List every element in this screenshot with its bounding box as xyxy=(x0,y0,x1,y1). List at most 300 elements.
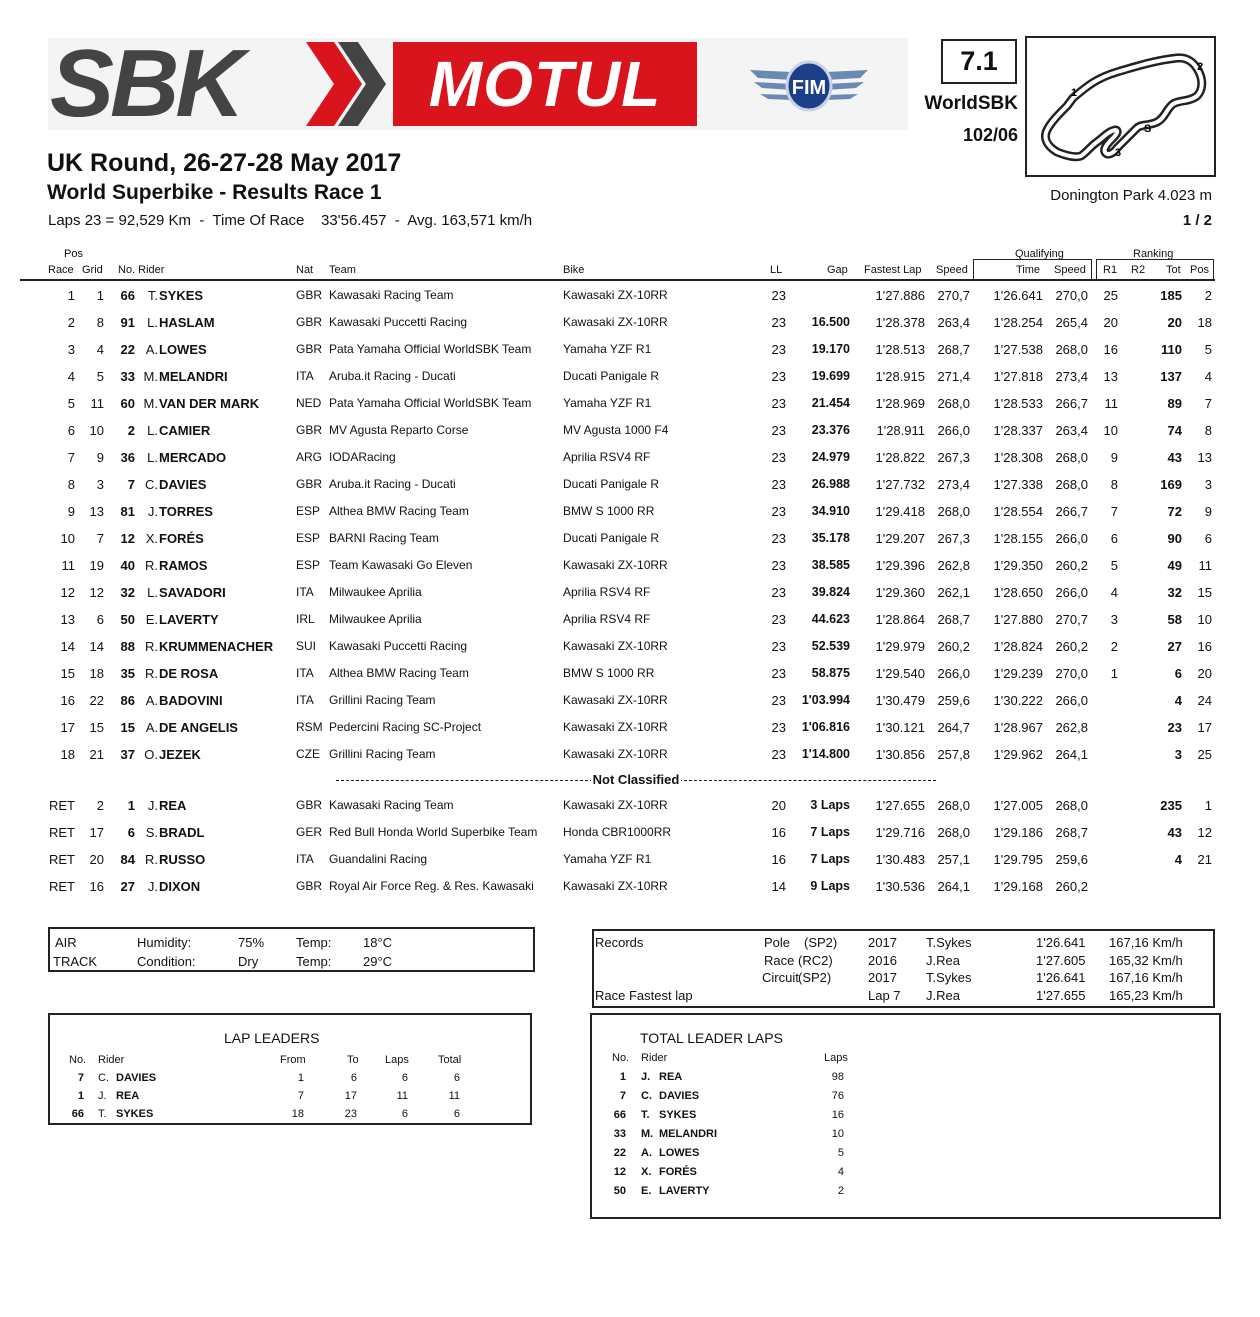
qualifying-time: 1'30.222 xyxy=(993,693,1043,708)
grid-position: 12 xyxy=(89,585,104,600)
grid-position: 20 xyxy=(89,852,104,867)
ranking-position: 10 xyxy=(1197,612,1212,627)
fastest-lap: 1'30.479 xyxy=(875,693,925,708)
qualifying-speed: 270,7 xyxy=(1055,612,1088,627)
track-temp-value: 29°C xyxy=(363,954,393,969)
ranking-total: 23 xyxy=(1167,720,1182,735)
col-team: Team xyxy=(329,264,356,276)
laps-completed: 23 xyxy=(771,639,786,654)
fastest-lap: 1'27.655 xyxy=(875,798,925,813)
team-name: Guandalini Racing xyxy=(329,852,428,866)
qualifying-time: 1'28.533 xyxy=(993,396,1043,411)
qualifying-speed: 266,7 xyxy=(1055,504,1088,519)
grid-position: 5 xyxy=(96,369,104,384)
record-type: Race xyxy=(764,952,795,968)
top-speed: 270,7 xyxy=(937,288,970,303)
bike-model: Yamaha YZF R1 xyxy=(563,342,652,356)
rider-nationality: ESP xyxy=(296,504,321,518)
ranking-r1-points: 9 xyxy=(1110,450,1118,465)
bike-model: Honda CBR1000RR xyxy=(563,825,672,839)
rider-nationality: SUI xyxy=(296,639,317,653)
ranking-position: 21 xyxy=(1197,852,1212,867)
team-name: IODARacing xyxy=(329,450,396,464)
table-row xyxy=(0,873,1260,900)
col-speed: Speed xyxy=(936,264,968,276)
bike-model: Ducati Panigale R xyxy=(563,369,660,383)
rider-nationality: GBR xyxy=(296,315,323,329)
weather-box xyxy=(48,927,535,972)
fastest-lap: 1'29.979 xyxy=(875,639,925,654)
qualifying-time: 1'28.155 xyxy=(993,531,1043,546)
leader-initial: C. xyxy=(98,1072,109,1084)
ranking-position: 24 xyxy=(1197,693,1212,708)
fastest-lap: 1'28.969 xyxy=(875,396,925,411)
total-leader-initial: M. xyxy=(641,1128,654,1140)
rider-number: 7 xyxy=(127,477,135,492)
grid-position: 17 xyxy=(89,825,104,840)
rider-number: 6 xyxy=(127,825,135,840)
record-type: Pole xyxy=(764,935,791,950)
race-position: 14 xyxy=(60,639,75,654)
race-position: 2 xyxy=(67,315,75,330)
rider-nationality: GBR xyxy=(296,879,323,893)
fastest-lap-rider: J.Rea xyxy=(926,988,960,1003)
top-speed: 267,3 xyxy=(937,531,970,546)
leader-from: 1 xyxy=(297,1072,304,1084)
ll-col-laps: Laps xyxy=(385,1054,409,1066)
total-leader-laps: 2 xyxy=(837,1185,844,1197)
rider-number: 88 xyxy=(120,639,135,654)
rider-surname: KRUMMENACHER xyxy=(159,639,274,654)
bike-model: Kawasaki ZX-10RR xyxy=(563,720,668,734)
rider-initial: X. xyxy=(145,531,158,546)
ranking-position: 8 xyxy=(1204,423,1212,438)
ranking-position: 20 xyxy=(1197,666,1212,681)
team-name: Kawasaki Puccetti Racing xyxy=(329,315,468,329)
gap-to-leader: 26.988 xyxy=(811,477,850,491)
laps-completed: 23 xyxy=(771,450,786,465)
record-time: 1'26.641 xyxy=(1036,970,1086,985)
race-position: 1 xyxy=(67,288,75,303)
race-summary: Laps 23 = 92,529 Km - Time Of Race 33'56.457 - Avg. 163,571 km/h xyxy=(48,212,533,229)
series-label: WorldSBK xyxy=(924,93,1018,114)
team-name: Pata Yamaha Official WorldSBK Team xyxy=(329,396,532,410)
ranking-total: 58 xyxy=(1167,612,1182,627)
laps-completed: 20 xyxy=(771,798,786,813)
qualifying-time: 1'27.538 xyxy=(993,342,1043,357)
ranking-r1-points: 2 xyxy=(1110,639,1118,654)
rider-initial: R. xyxy=(145,666,158,681)
motul-logo-text: MOTUL xyxy=(428,48,662,120)
track-label: TRACK xyxy=(53,954,98,969)
laps-completed: 23 xyxy=(771,423,786,438)
fastest-lap: 1'28.915 xyxy=(875,369,925,384)
fim-logo-icon xyxy=(748,52,870,118)
table-row xyxy=(0,282,1260,309)
laps-completed: 23 xyxy=(771,747,786,762)
records-box xyxy=(592,929,1215,1008)
table-row xyxy=(0,579,1260,606)
ranking-total: 169 xyxy=(1160,477,1182,492)
top-speed: 260,2 xyxy=(937,639,970,654)
rider-number: 60 xyxy=(120,396,135,411)
ranking-total: 43 xyxy=(1167,450,1182,465)
laps-completed: 23 xyxy=(771,585,786,600)
ranking-total: 235 xyxy=(1160,798,1182,813)
fastest-lap: 1'29.396 xyxy=(875,558,925,573)
ranking-total: 3 xyxy=(1174,747,1182,762)
leader-from: 18 xyxy=(291,1108,304,1120)
gap-to-leader: 24.979 xyxy=(811,450,850,464)
gap-to-leader: 3 Laps xyxy=(810,798,850,812)
rider-number: 2 xyxy=(127,423,135,438)
gap-to-leader: 44.623 xyxy=(811,612,850,626)
qualifying-time: 1'27.005 xyxy=(993,798,1043,813)
rider-surname: HASLAM xyxy=(159,315,215,330)
qualifying-time: 1'29.962 xyxy=(993,747,1043,762)
rider-nationality: NED xyxy=(296,396,322,410)
gap-to-leader: 38.585 xyxy=(811,558,850,572)
total-leader-laps: 4 xyxy=(837,1166,844,1178)
col-no-rider: No. Rider xyxy=(118,264,165,276)
race-position: 9 xyxy=(67,504,75,519)
turn-label: 2 xyxy=(1197,61,1204,73)
laps-completed: 16 xyxy=(771,852,786,867)
total-leader-number: 1 xyxy=(619,1071,626,1083)
rider-nationality: IRL xyxy=(296,612,315,626)
laps-completed: 23 xyxy=(771,477,786,492)
top-speed: 266,0 xyxy=(937,666,970,681)
ll-col-total: Total xyxy=(438,1054,462,1066)
col-bike: Bike xyxy=(563,264,585,276)
grid-position: 22 xyxy=(89,693,104,708)
table-row xyxy=(0,471,1260,498)
qualifying-time: 1'27.880 xyxy=(993,612,1043,627)
qualifying-speed: 268,0 xyxy=(1055,342,1088,357)
fastest-lap: 1'28.378 xyxy=(875,315,925,330)
fastest-lap: 1'29.207 xyxy=(875,531,925,546)
rider-number: 66 xyxy=(120,288,135,303)
team-name: Aruba.it Racing - Ducati xyxy=(329,477,456,491)
rider-number: 81 xyxy=(120,504,135,519)
qualifying-time: 1'29.350 xyxy=(993,558,1043,573)
top-speed: 268,0 xyxy=(937,504,970,519)
qualifying-time: 1'26.641 xyxy=(993,288,1043,303)
leader-to: 17 xyxy=(344,1090,357,1102)
rider-nationality: ITA xyxy=(296,693,314,707)
qualifying-time: 1'27.338 xyxy=(993,477,1043,492)
rider-surname: FORÉS xyxy=(159,531,204,546)
ll-col-rider: Rider xyxy=(98,1054,125,1066)
team-name: BARNI Racing Team xyxy=(329,531,439,545)
not-classified-label: Not Classified xyxy=(592,772,680,787)
ranking-position: 1 xyxy=(1204,798,1212,813)
ranking-position: 17 xyxy=(1197,720,1212,735)
qualifying-speed: 270,0 xyxy=(1055,288,1088,303)
bike-model: BMW S 1000 RR xyxy=(563,504,655,518)
rider-number: 40 xyxy=(120,558,135,573)
rider-surname: VAN DER MARK xyxy=(159,396,260,411)
race-position: 12 xyxy=(60,585,75,600)
fastest-lap: 1'29.540 xyxy=(875,666,925,681)
race-position: 18 xyxy=(60,747,75,762)
record-rider: T.Sykes xyxy=(926,970,972,985)
ranking-r1-points: 5 xyxy=(1110,558,1118,573)
leader-from: 7 xyxy=(297,1090,304,1102)
ranking-total: 20 xyxy=(1167,315,1182,330)
qualifying-bracket xyxy=(973,259,1092,279)
records-title: Records xyxy=(595,935,644,950)
race-position: 15 xyxy=(60,666,75,681)
qualifying-speed: 268,0 xyxy=(1055,798,1088,813)
bike-model: Ducati Panigale R xyxy=(563,531,660,545)
gap-to-leader: 39.824 xyxy=(811,585,850,599)
table-row xyxy=(0,390,1260,417)
event-number: 7.1 xyxy=(941,39,1017,84)
fastest-lap: 1'29.360 xyxy=(875,585,925,600)
qualifying-speed: 262,8 xyxy=(1055,720,1088,735)
team-name: Team Kawasaki Go Eleven xyxy=(329,558,473,572)
grid-position: 4 xyxy=(96,342,104,357)
grid-position: 15 xyxy=(89,720,104,735)
qualifying-time: 1'28.337 xyxy=(993,423,1043,438)
lap-leaders-title: LAP LEADERS xyxy=(224,1030,320,1046)
fastest-lap: 1'27.732 xyxy=(875,477,925,492)
table-row xyxy=(0,444,1260,471)
ranking-position: 25 xyxy=(1197,747,1212,762)
ranking-r1-points: 10 xyxy=(1103,423,1118,438)
motul-logo xyxy=(393,42,697,126)
ranking-r1-points: 6 xyxy=(1110,531,1118,546)
condition-label: Condition: xyxy=(137,954,196,969)
rider-surname: REA xyxy=(159,798,187,813)
race-position: 4 xyxy=(67,369,75,384)
rider-initial: E. xyxy=(145,612,158,627)
laps-completed: 14 xyxy=(771,879,786,894)
leader-number: 1 xyxy=(77,1090,84,1102)
race-position: 13 xyxy=(60,612,75,627)
rider-nationality: CZE xyxy=(296,747,320,761)
rider-nationality: ESP xyxy=(296,531,321,545)
not-classified-divider xyxy=(336,772,936,788)
ranking-r1-points: 3 xyxy=(1110,612,1118,627)
ranking-total: 6 xyxy=(1174,666,1182,681)
ranking-r1-points: 16 xyxy=(1103,342,1118,357)
col-pos: Pos xyxy=(64,248,83,260)
grid-position: 2 xyxy=(96,798,104,813)
page-title: UK Round, 26-27-28 May 2017 xyxy=(47,149,402,177)
ranking-position: 3 xyxy=(1204,477,1212,492)
gap-to-leader: 23.376 xyxy=(811,423,850,437)
rider-surname: DE ROSA xyxy=(159,666,219,681)
col-rank-pos: Pos xyxy=(1190,264,1209,276)
total-leader-name: FORÉS xyxy=(659,1166,697,1178)
ranking-bracket xyxy=(1096,259,1214,279)
laps-completed: 16 xyxy=(771,825,786,840)
chevron-logo-icon xyxy=(306,42,386,126)
table-row xyxy=(0,552,1260,579)
ranking-r1-points: 13 xyxy=(1103,369,1118,384)
ranking-total: 43 xyxy=(1167,825,1182,840)
sbk-logo: SBK xyxy=(50,30,241,137)
qualifying-speed: 259,6 xyxy=(1055,852,1088,867)
bike-model: Kawasaki ZX-10RR xyxy=(563,693,668,707)
qualifying-speed: 266,0 xyxy=(1055,531,1088,546)
humidity-label: Humidity: xyxy=(137,935,192,950)
total-leader-number: 7 xyxy=(619,1090,626,1102)
ranking-r1-points: 1 xyxy=(1110,666,1118,681)
gap-to-leader: 19.170 xyxy=(811,342,850,356)
qualifying-speed: 273,4 xyxy=(1055,369,1088,384)
leader-name: DAVIES xyxy=(116,1072,157,1084)
team-name: Pedercini Racing SC-Project xyxy=(329,720,482,734)
col-ranking: Ranking xyxy=(1133,248,1174,260)
grid-position: 13 xyxy=(89,504,104,519)
race-position: 11 xyxy=(61,558,75,573)
bike-model: Ducati Panigale R xyxy=(563,477,660,491)
bike-model: Kawasaki ZX-10RR xyxy=(563,315,668,329)
record-rider: J.Rea xyxy=(926,952,960,968)
turn-label: 1 xyxy=(1071,87,1078,99)
race-position: 8 xyxy=(67,477,75,492)
top-speed: 267,3 xyxy=(937,450,970,465)
grid-position: 18 xyxy=(89,666,104,681)
rider-number: 35 xyxy=(120,666,135,681)
rider-surname: LOWES xyxy=(159,342,207,357)
total-leader-laps-title: TOTAL LEADER LAPS xyxy=(640,1030,783,1046)
table-row xyxy=(0,309,1260,336)
fastest-lap-number: Lap 7 xyxy=(868,988,901,1003)
col-q-speed: Speed xyxy=(1054,264,1086,276)
qualifying-time: 1'28.254 xyxy=(993,315,1043,330)
table-row xyxy=(0,417,1260,444)
laps-completed: 23 xyxy=(771,396,786,411)
rider-initial: J. xyxy=(147,879,158,894)
ranking-position: 11 xyxy=(1198,558,1212,573)
ranking-position: 6 xyxy=(1204,531,1212,546)
col-fastest-lap: Fastest Lap xyxy=(864,264,922,276)
top-speed: 264,7 xyxy=(937,720,970,735)
laps-completed: 23 xyxy=(771,612,786,627)
leader-laps: 6 xyxy=(401,1072,408,1084)
qualifying-speed: 268,0 xyxy=(1055,450,1088,465)
leader-name: SYKES xyxy=(116,1108,154,1120)
rider-surname: JEZEK xyxy=(159,747,201,762)
rider-number: 22 xyxy=(120,342,135,357)
ranking-position: 16 xyxy=(1197,639,1212,654)
table-row xyxy=(0,660,1260,687)
team-name: Red Bull Honda World Superbike Team xyxy=(329,825,538,839)
rider-initial: C. xyxy=(145,477,158,492)
race-position: RET xyxy=(49,852,75,867)
ranking-total: 185 xyxy=(1160,288,1182,303)
rider-surname: RAMOS xyxy=(159,558,208,573)
bike-model: Kawasaki ZX-10RR xyxy=(563,639,668,653)
rider-initial: R. xyxy=(145,639,158,654)
rider-number: 12 xyxy=(120,531,135,546)
gap-to-leader: 16.500 xyxy=(811,315,850,329)
top-speed: 268,0 xyxy=(937,396,970,411)
rider-number: 32 xyxy=(120,585,135,600)
fastest-lap: 1'30.483 xyxy=(875,852,925,867)
rider-nationality: ARG xyxy=(296,450,323,464)
rider-initial: R. xyxy=(145,852,158,867)
ranking-total: 89 xyxy=(1167,396,1182,411)
qualifying-time: 1'29.168 xyxy=(993,879,1043,894)
rider-initial: J. xyxy=(147,504,158,519)
record-year: 2016 xyxy=(868,952,897,968)
grid-position: 16 xyxy=(89,879,104,894)
race-position: RET xyxy=(49,798,75,813)
col-gap: Gap xyxy=(827,264,848,276)
tl-col-no: No. xyxy=(612,1052,630,1064)
laps-completed: 23 xyxy=(771,504,786,519)
rider-initial: A. xyxy=(145,342,158,357)
team-name: Royal Air Force Reg. & Res. Kawasaki xyxy=(329,879,534,893)
bike-model: MV Agusta 1000 F4 xyxy=(563,423,669,437)
rider-surname: MERCADO xyxy=(159,450,227,465)
air-temp-value: 18°C xyxy=(363,935,393,950)
rider-initial: L. xyxy=(147,423,158,438)
team-name: Milwaukee Aprilia xyxy=(329,612,422,626)
col-grid: Grid xyxy=(82,264,103,276)
ranking-total: 4 xyxy=(1174,852,1182,867)
condition-value: Dry xyxy=(238,954,259,969)
rider-surname: TORRES xyxy=(159,504,213,519)
gap-to-leader: 19.699 xyxy=(811,369,850,383)
rider-surname: SYKES xyxy=(159,288,204,303)
header-divider xyxy=(20,279,1215,281)
qualifying-time: 1'28.967 xyxy=(993,720,1043,735)
bike-model: Aprilia RSV4 RF xyxy=(563,585,651,599)
rider-number: 91 xyxy=(120,315,135,330)
top-speed: 268,0 xyxy=(937,798,970,813)
qualifying-time: 1'27.818 xyxy=(993,369,1043,384)
fastest-lap: 1'28.864 xyxy=(875,612,925,627)
ranking-total: 137 xyxy=(1160,369,1182,384)
rider-initial: L. xyxy=(147,315,158,330)
ranking-total: 110 xyxy=(1161,342,1182,357)
laps-completed: 23 xyxy=(771,342,786,357)
race-position: 7 xyxy=(67,450,75,465)
gap-to-leader: 1'14.800 xyxy=(801,747,850,761)
grid-position: 6 xyxy=(96,612,104,627)
bike-model: Kawasaki ZX-10RR xyxy=(563,879,668,893)
rider-number: 50 xyxy=(120,612,135,627)
record-year: 2017 xyxy=(868,935,897,950)
team-name: Grillini Racing Team xyxy=(329,693,436,707)
team-name: Althea BMW Racing Team xyxy=(329,504,469,518)
total-leader-initial: T. xyxy=(641,1109,650,1121)
document-code: 102/06 xyxy=(962,125,1018,145)
rider-initial: T. xyxy=(147,288,158,303)
leader-initial: T. xyxy=(98,1108,107,1120)
grid-position: 3 xyxy=(96,477,104,492)
fastest-lap: 1'30.856 xyxy=(875,747,925,762)
col-r2: R2 xyxy=(1131,264,1146,276)
rider-surname: LAVERTY xyxy=(159,612,219,627)
table-row xyxy=(0,741,1260,768)
rider-surname: DE ANGELIS xyxy=(159,720,238,735)
rider-number: 86 xyxy=(120,693,135,708)
leader-number: 66 xyxy=(71,1108,84,1120)
top-speed: 257,1 xyxy=(937,852,970,867)
total-leader-number: 22 xyxy=(613,1147,626,1159)
qualifying-time: 1'29.186 xyxy=(993,825,1043,840)
qualifying-time: 1'28.308 xyxy=(993,450,1043,465)
ranking-total: 74 xyxy=(1167,423,1182,438)
col-ll: LL xyxy=(770,264,783,276)
